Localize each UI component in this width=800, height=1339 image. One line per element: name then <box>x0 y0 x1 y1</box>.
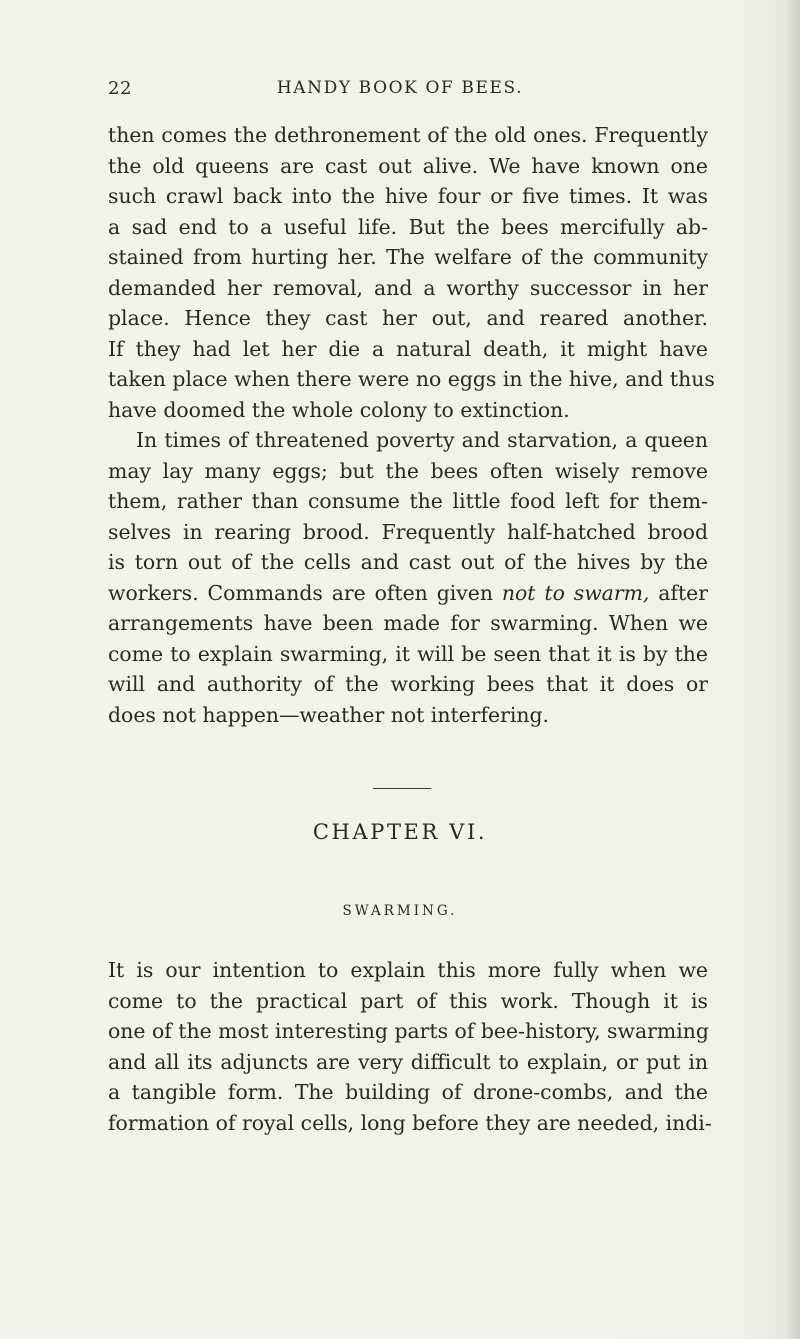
text-line: It is our intention to explain this more fully when we <box>108 958 708 982</box>
paragraph-2 <box>108 425 708 730</box>
text-line: them, rather than consume the little food left for them- <box>108 489 708 513</box>
text-line: selves in rearing brood. Frequently half-hatched brood <box>108 519 708 544</box>
text-line-with-italic <box>108 578 708 609</box>
text-line: formation of royal cells, long before they are needed, indi- <box>108 1110 712 1135</box>
text-line: In times of threatened poverty and starvation, a queen <box>136 428 708 452</box>
paragraph-3 <box>108 955 712 1138</box>
text-line: demanded her removal, and a worthy successor in her <box>108 275 708 300</box>
text-line: then comes the dethronement of the old ones. Frequently <box>108 123 708 147</box>
chapter-heading: CHAPTER VI. <box>312 820 488 844</box>
page-edge-shadow <box>784 0 800 1339</box>
text-line: place. Hence they cast her out, and reared another. <box>108 306 708 330</box>
text-line: does not happen—weather not interfering. <box>108 702 550 727</box>
text-line: such crawl back into the hive four or five times. It was <box>108 184 708 208</box>
page-number: 22 <box>108 78 132 99</box>
chapter-subheading: SWARMING. <box>342 903 458 919</box>
text-line: a tangible form. The building of drone-combs, and the <box>108 1080 708 1104</box>
text-line: stained from hurting her. The welfare of the community <box>108 245 708 269</box>
text-line: may lay many eggs; but the bees often wisely remove <box>108 458 708 483</box>
text-line: a sad end to a useful life. But the bees mercifully ab- <box>108 214 708 239</box>
running-head <box>0 78 800 108</box>
running-title: HANDY BOOK OF BEES. <box>276 78 524 98</box>
text-run: workers. Commands are often given <box>108 580 502 605</box>
text-line: come to the practical part of this work. Though it is <box>108 988 708 1013</box>
text-line: and all its adjuncts are very difficult to explain, or put in <box>108 1049 708 1074</box>
text-line: the old queens are cast out alive. We have known one <box>108 153 708 178</box>
text-run: after <box>649 580 708 605</box>
text-line: arrangements have been made for swarming. When we <box>108 611 708 635</box>
text-line: taken place when there were no eggs in the hive, and thus <box>108 367 715 391</box>
text-line: If they had let her die a natural death, it might have <box>108 336 708 361</box>
text-line: come to explain swarming, it will be seen that it is by the <box>108 641 708 666</box>
text-line: have doomed the whole colony to extinction. <box>108 397 570 422</box>
text-line: is torn out of the cells and cast out of the hives by the <box>108 550 708 574</box>
text-line: one of the most interesting parts of bee-history, swarming <box>108 1019 709 1043</box>
italic-phrase: not to swarm, <box>501 580 650 605</box>
section-divider-rule <box>373 788 431 789</box>
text-line: will and authority of the working bees that it does or <box>108 672 708 696</box>
paragraph-1 <box>108 120 715 425</box>
